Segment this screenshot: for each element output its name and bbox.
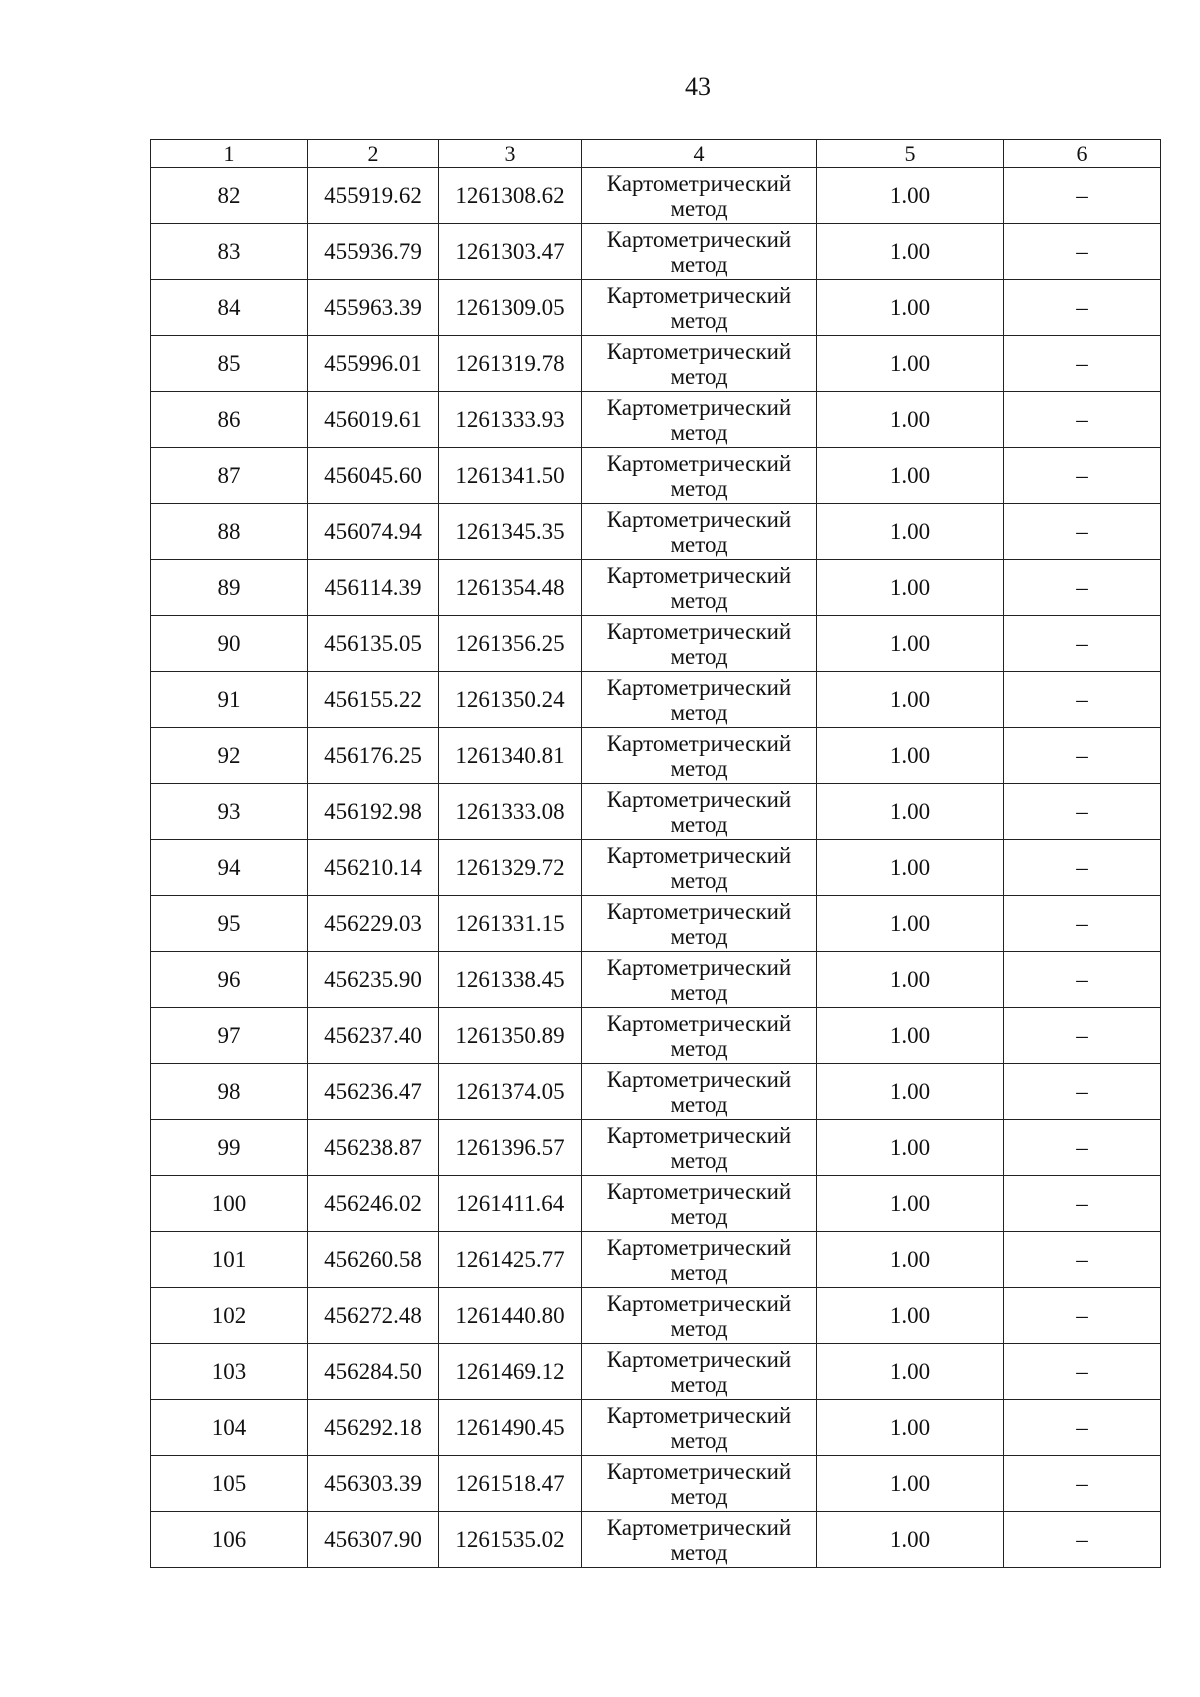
point-number-cell: 96 [151, 952, 308, 1008]
method-line-2: метод [670, 307, 728, 333]
method-cell [582, 1344, 817, 1400]
accuracy-cell: 1.00 [817, 1288, 1004, 1344]
page-number: 43 [685, 72, 711, 101]
accuracy-cell: 1.00 [817, 1232, 1004, 1288]
table-row [151, 1232, 1161, 1288]
note-cell: – [1004, 840, 1161, 896]
y-coordinate-cell: 1261535.02 [439, 1512, 582, 1568]
x-coordinate-cell: 456235.90 [308, 952, 439, 1008]
method-line-1: Картометрический [606, 506, 792, 532]
method-line-1: Картометрический [606, 1010, 792, 1036]
y-coordinate-cell: 1261469.12 [439, 1344, 582, 1400]
method-line-1: Картометрический [606, 1122, 792, 1148]
method-cell [582, 1232, 817, 1288]
accuracy-cell: 1.00 [817, 1344, 1004, 1400]
table-body [151, 168, 1161, 1568]
point-number-cell: 92 [151, 728, 308, 784]
method-line-1: Картометрический [606, 226, 792, 252]
method-line-1: Картометрический [606, 786, 792, 812]
method-line-2: метод [670, 1091, 728, 1117]
y-coordinate-cell: 1261341.50 [439, 448, 582, 504]
point-number-cell: 103 [151, 1344, 308, 1400]
method-line-1: Картометрический [606, 674, 792, 700]
accuracy-cell: 1.00 [817, 1120, 1004, 1176]
x-coordinate-cell: 455936.79 [308, 224, 439, 280]
note-cell: – [1004, 1176, 1161, 1232]
accuracy-cell: 1.00 [817, 784, 1004, 840]
x-coordinate-cell: 456135.05 [308, 616, 439, 672]
accuracy-cell: 1.00 [817, 728, 1004, 784]
y-coordinate-cell: 1261350.89 [439, 1008, 582, 1064]
y-coordinate-cell: 1261331.15 [439, 896, 582, 952]
table-row [151, 504, 1161, 560]
method-line-1: Картометрический [606, 450, 792, 476]
column-header-1: 1 [151, 140, 308, 168]
x-coordinate-cell: 456303.39 [308, 1456, 439, 1512]
method-line-1: Картометрический [606, 562, 792, 588]
accuracy-cell: 1.00 [817, 1512, 1004, 1568]
note-cell: – [1004, 1064, 1161, 1120]
accuracy-cell: 1.00 [817, 1456, 1004, 1512]
method-line-2: метод [670, 363, 728, 389]
note-cell: – [1004, 168, 1161, 224]
method-line-2: метод [670, 1259, 728, 1285]
x-coordinate-cell: 456114.39 [308, 560, 439, 616]
method-cell [582, 168, 817, 224]
point-number-cell: 104 [151, 1400, 308, 1456]
method-line-1: Картометрический [606, 1178, 792, 1204]
y-coordinate-cell: 1261411.64 [439, 1176, 582, 1232]
table-header-row [151, 140, 1161, 168]
table-row [151, 784, 1161, 840]
method-line-1: Картометрический [606, 954, 792, 980]
note-cell: – [1004, 728, 1161, 784]
accuracy-cell: 1.00 [817, 616, 1004, 672]
method-line-2: метод [670, 195, 728, 221]
method-line-2: метод [670, 699, 728, 725]
table-row [151, 1064, 1161, 1120]
accuracy-cell: 1.00 [817, 504, 1004, 560]
y-coordinate-cell: 1261354.48 [439, 560, 582, 616]
x-coordinate-cell: 456176.25 [308, 728, 439, 784]
x-coordinate-cell: 456192.98 [308, 784, 439, 840]
method-line-1: Картометрический [606, 1458, 792, 1484]
method-line-2: метод [670, 1483, 728, 1509]
method-cell [582, 448, 817, 504]
method-line-2: метод [670, 923, 728, 949]
x-coordinate-cell: 456236.47 [308, 1064, 439, 1120]
method-line-2: метод [670, 979, 728, 1005]
y-coordinate-cell: 1261425.77 [439, 1232, 582, 1288]
method-line-2: метод [670, 755, 728, 781]
accuracy-cell: 1.00 [817, 840, 1004, 896]
table-row [151, 616, 1161, 672]
table-row [151, 1400, 1161, 1456]
accuracy-cell: 1.00 [817, 1064, 1004, 1120]
x-coordinate-cell: 456210.14 [308, 840, 439, 896]
table-row [151, 280, 1161, 336]
method-line-1: Картометрический [606, 282, 792, 308]
note-cell: – [1004, 392, 1161, 448]
point-number-cell: 91 [151, 672, 308, 728]
method-cell [582, 840, 817, 896]
x-coordinate-cell: 456260.58 [308, 1232, 439, 1288]
method-cell [582, 1064, 817, 1120]
method-cell [582, 952, 817, 1008]
x-coordinate-cell: 455919.62 [308, 168, 439, 224]
method-line-2: метод [670, 531, 728, 557]
accuracy-cell: 1.00 [817, 952, 1004, 1008]
accuracy-cell: 1.00 [817, 280, 1004, 336]
note-cell: – [1004, 1232, 1161, 1288]
note-cell: – [1004, 1120, 1161, 1176]
method-line-2: метод [670, 1539, 728, 1565]
table-row [151, 1512, 1161, 1568]
y-coordinate-cell: 1261308.62 [439, 168, 582, 224]
method-cell [582, 1176, 817, 1232]
method-cell [582, 392, 817, 448]
accuracy-cell: 1.00 [817, 168, 1004, 224]
x-coordinate-cell: 455996.01 [308, 336, 439, 392]
table-row [151, 672, 1161, 728]
accuracy-cell: 1.00 [817, 392, 1004, 448]
x-coordinate-cell: 456155.22 [308, 672, 439, 728]
point-number-cell: 105 [151, 1456, 308, 1512]
accuracy-cell: 1.00 [817, 896, 1004, 952]
point-number-cell: 88 [151, 504, 308, 560]
method-line-1: Картометрический [606, 1514, 792, 1540]
method-line-2: метод [670, 1371, 728, 1397]
x-coordinate-cell: 456238.87 [308, 1120, 439, 1176]
method-line-1: Картометрический [606, 618, 792, 644]
point-number-cell: 95 [151, 896, 308, 952]
y-coordinate-cell: 1261340.81 [439, 728, 582, 784]
y-coordinate-cell: 1261338.45 [439, 952, 582, 1008]
note-cell: – [1004, 336, 1161, 392]
method-line-2: метод [670, 419, 728, 445]
method-line-2: метод [670, 1147, 728, 1173]
y-coordinate-cell: 1261303.47 [439, 224, 582, 280]
table-row [151, 1288, 1161, 1344]
method-line-1: Картометрический [606, 1234, 792, 1260]
y-coordinate-cell: 1261319.78 [439, 336, 582, 392]
note-cell: – [1004, 448, 1161, 504]
point-number-cell: 102 [151, 1288, 308, 1344]
y-coordinate-cell: 1261396.57 [439, 1120, 582, 1176]
accuracy-cell: 1.00 [817, 1400, 1004, 1456]
note-cell: – [1004, 1008, 1161, 1064]
y-coordinate-cell: 1261518.47 [439, 1456, 582, 1512]
accuracy-cell: 1.00 [817, 672, 1004, 728]
column-header-6: 6 [1004, 140, 1161, 168]
note-cell: – [1004, 1344, 1161, 1400]
note-cell: – [1004, 504, 1161, 560]
method-line-1: Картометрический [606, 1402, 792, 1428]
method-line-1: Картометрический [606, 1346, 792, 1372]
method-line-2: метод [670, 1427, 728, 1453]
note-cell: – [1004, 1512, 1161, 1568]
point-number-cell: 97 [151, 1008, 308, 1064]
x-coordinate-cell: 456019.61 [308, 392, 439, 448]
column-header-3: 3 [439, 140, 582, 168]
method-line-2: метод [670, 1203, 728, 1229]
note-cell: – [1004, 280, 1161, 336]
method-cell [582, 1288, 817, 1344]
table-row [151, 1008, 1161, 1064]
method-cell [582, 560, 817, 616]
y-coordinate-cell: 1261350.24 [439, 672, 582, 728]
x-coordinate-cell: 456237.40 [308, 1008, 439, 1064]
y-coordinate-cell: 1261345.35 [439, 504, 582, 560]
point-number-cell: 83 [151, 224, 308, 280]
coordinates-table [150, 139, 1161, 1568]
x-coordinate-cell: 456292.18 [308, 1400, 439, 1456]
y-coordinate-cell: 1261440.80 [439, 1288, 582, 1344]
method-line-2: метод [670, 587, 728, 613]
table-row [151, 1344, 1161, 1400]
method-cell [582, 224, 817, 280]
method-cell [582, 728, 817, 784]
method-cell [582, 1120, 817, 1176]
table-row [151, 1120, 1161, 1176]
point-number-cell: 84 [151, 280, 308, 336]
table-row [151, 896, 1161, 952]
y-coordinate-cell: 1261309.05 [439, 280, 582, 336]
point-number-cell: 94 [151, 840, 308, 896]
x-coordinate-cell: 455963.39 [308, 280, 439, 336]
x-coordinate-cell: 456229.03 [308, 896, 439, 952]
table-row [151, 840, 1161, 896]
accuracy-cell: 1.00 [817, 1176, 1004, 1232]
column-header-2: 2 [308, 140, 439, 168]
column-header-5: 5 [817, 140, 1004, 168]
table-row [151, 1456, 1161, 1512]
y-coordinate-cell: 1261374.05 [439, 1064, 582, 1120]
method-line-1: Картометрический [606, 730, 792, 756]
table-row [151, 448, 1161, 504]
method-cell [582, 504, 817, 560]
method-line-1: Картометрический [606, 1066, 792, 1092]
method-line-1: Картометрический [606, 1290, 792, 1316]
method-line-1: Картометрический [606, 170, 792, 196]
method-cell [582, 784, 817, 840]
point-number-cell: 89 [151, 560, 308, 616]
column-header-4: 4 [582, 140, 817, 168]
note-cell: – [1004, 1400, 1161, 1456]
y-coordinate-cell: 1261490.45 [439, 1400, 582, 1456]
note-cell: – [1004, 952, 1161, 1008]
y-coordinate-cell: 1261333.08 [439, 784, 582, 840]
x-coordinate-cell: 456307.90 [308, 1512, 439, 1568]
method-line-2: метод [670, 1315, 728, 1341]
table-row [151, 336, 1161, 392]
point-number-cell: 99 [151, 1120, 308, 1176]
method-cell [582, 1512, 817, 1568]
y-coordinate-cell: 1261356.25 [439, 616, 582, 672]
method-line-2: метод [670, 811, 728, 837]
note-cell: – [1004, 1456, 1161, 1512]
method-line-2: метод [670, 475, 728, 501]
note-cell: – [1004, 616, 1161, 672]
accuracy-cell: 1.00 [817, 560, 1004, 616]
note-cell: – [1004, 560, 1161, 616]
note-cell: – [1004, 672, 1161, 728]
point-number-cell: 93 [151, 784, 308, 840]
method-cell [582, 1456, 817, 1512]
note-cell: – [1004, 896, 1161, 952]
point-number-cell: 85 [151, 336, 308, 392]
point-number-cell: 98 [151, 1064, 308, 1120]
note-cell: – [1004, 1288, 1161, 1344]
x-coordinate-cell: 456272.48 [308, 1288, 439, 1344]
method-line-1: Картометрический [606, 338, 792, 364]
table-row [151, 168, 1161, 224]
method-cell [582, 336, 817, 392]
method-line-2: метод [670, 643, 728, 669]
table-row [151, 224, 1161, 280]
point-number-cell: 100 [151, 1176, 308, 1232]
x-coordinate-cell: 456074.94 [308, 504, 439, 560]
note-cell: – [1004, 224, 1161, 280]
method-line-2: метод [670, 1035, 728, 1061]
y-coordinate-cell: 1261329.72 [439, 840, 582, 896]
point-number-cell: 90 [151, 616, 308, 672]
method-cell [582, 616, 817, 672]
method-line-1: Картометрический [606, 842, 792, 868]
accuracy-cell: 1.00 [817, 448, 1004, 504]
table-row [151, 952, 1161, 1008]
method-line-1: Картометрический [606, 394, 792, 420]
note-cell: – [1004, 784, 1161, 840]
method-line-2: метод [670, 867, 728, 893]
table-row [151, 728, 1161, 784]
accuracy-cell: 1.00 [817, 336, 1004, 392]
method-cell [582, 896, 817, 952]
method-line-2: метод [670, 251, 728, 277]
point-number-cell: 87 [151, 448, 308, 504]
table-row [151, 392, 1161, 448]
method-cell [582, 672, 817, 728]
y-coordinate-cell: 1261333.93 [439, 392, 582, 448]
x-coordinate-cell: 456284.50 [308, 1344, 439, 1400]
method-cell [582, 280, 817, 336]
accuracy-cell: 1.00 [817, 1008, 1004, 1064]
method-cell [582, 1400, 817, 1456]
point-number-cell: 86 [151, 392, 308, 448]
x-coordinate-cell: 456246.02 [308, 1176, 439, 1232]
method-line-1: Картометрический [606, 898, 792, 924]
point-number-cell: 101 [151, 1232, 308, 1288]
accuracy-cell: 1.00 [817, 224, 1004, 280]
table-row [151, 1176, 1161, 1232]
x-coordinate-cell: 456045.60 [308, 448, 439, 504]
point-number-cell: 82 [151, 168, 308, 224]
method-cell [582, 1008, 817, 1064]
table-row [151, 560, 1161, 616]
point-number-cell: 106 [151, 1512, 308, 1568]
